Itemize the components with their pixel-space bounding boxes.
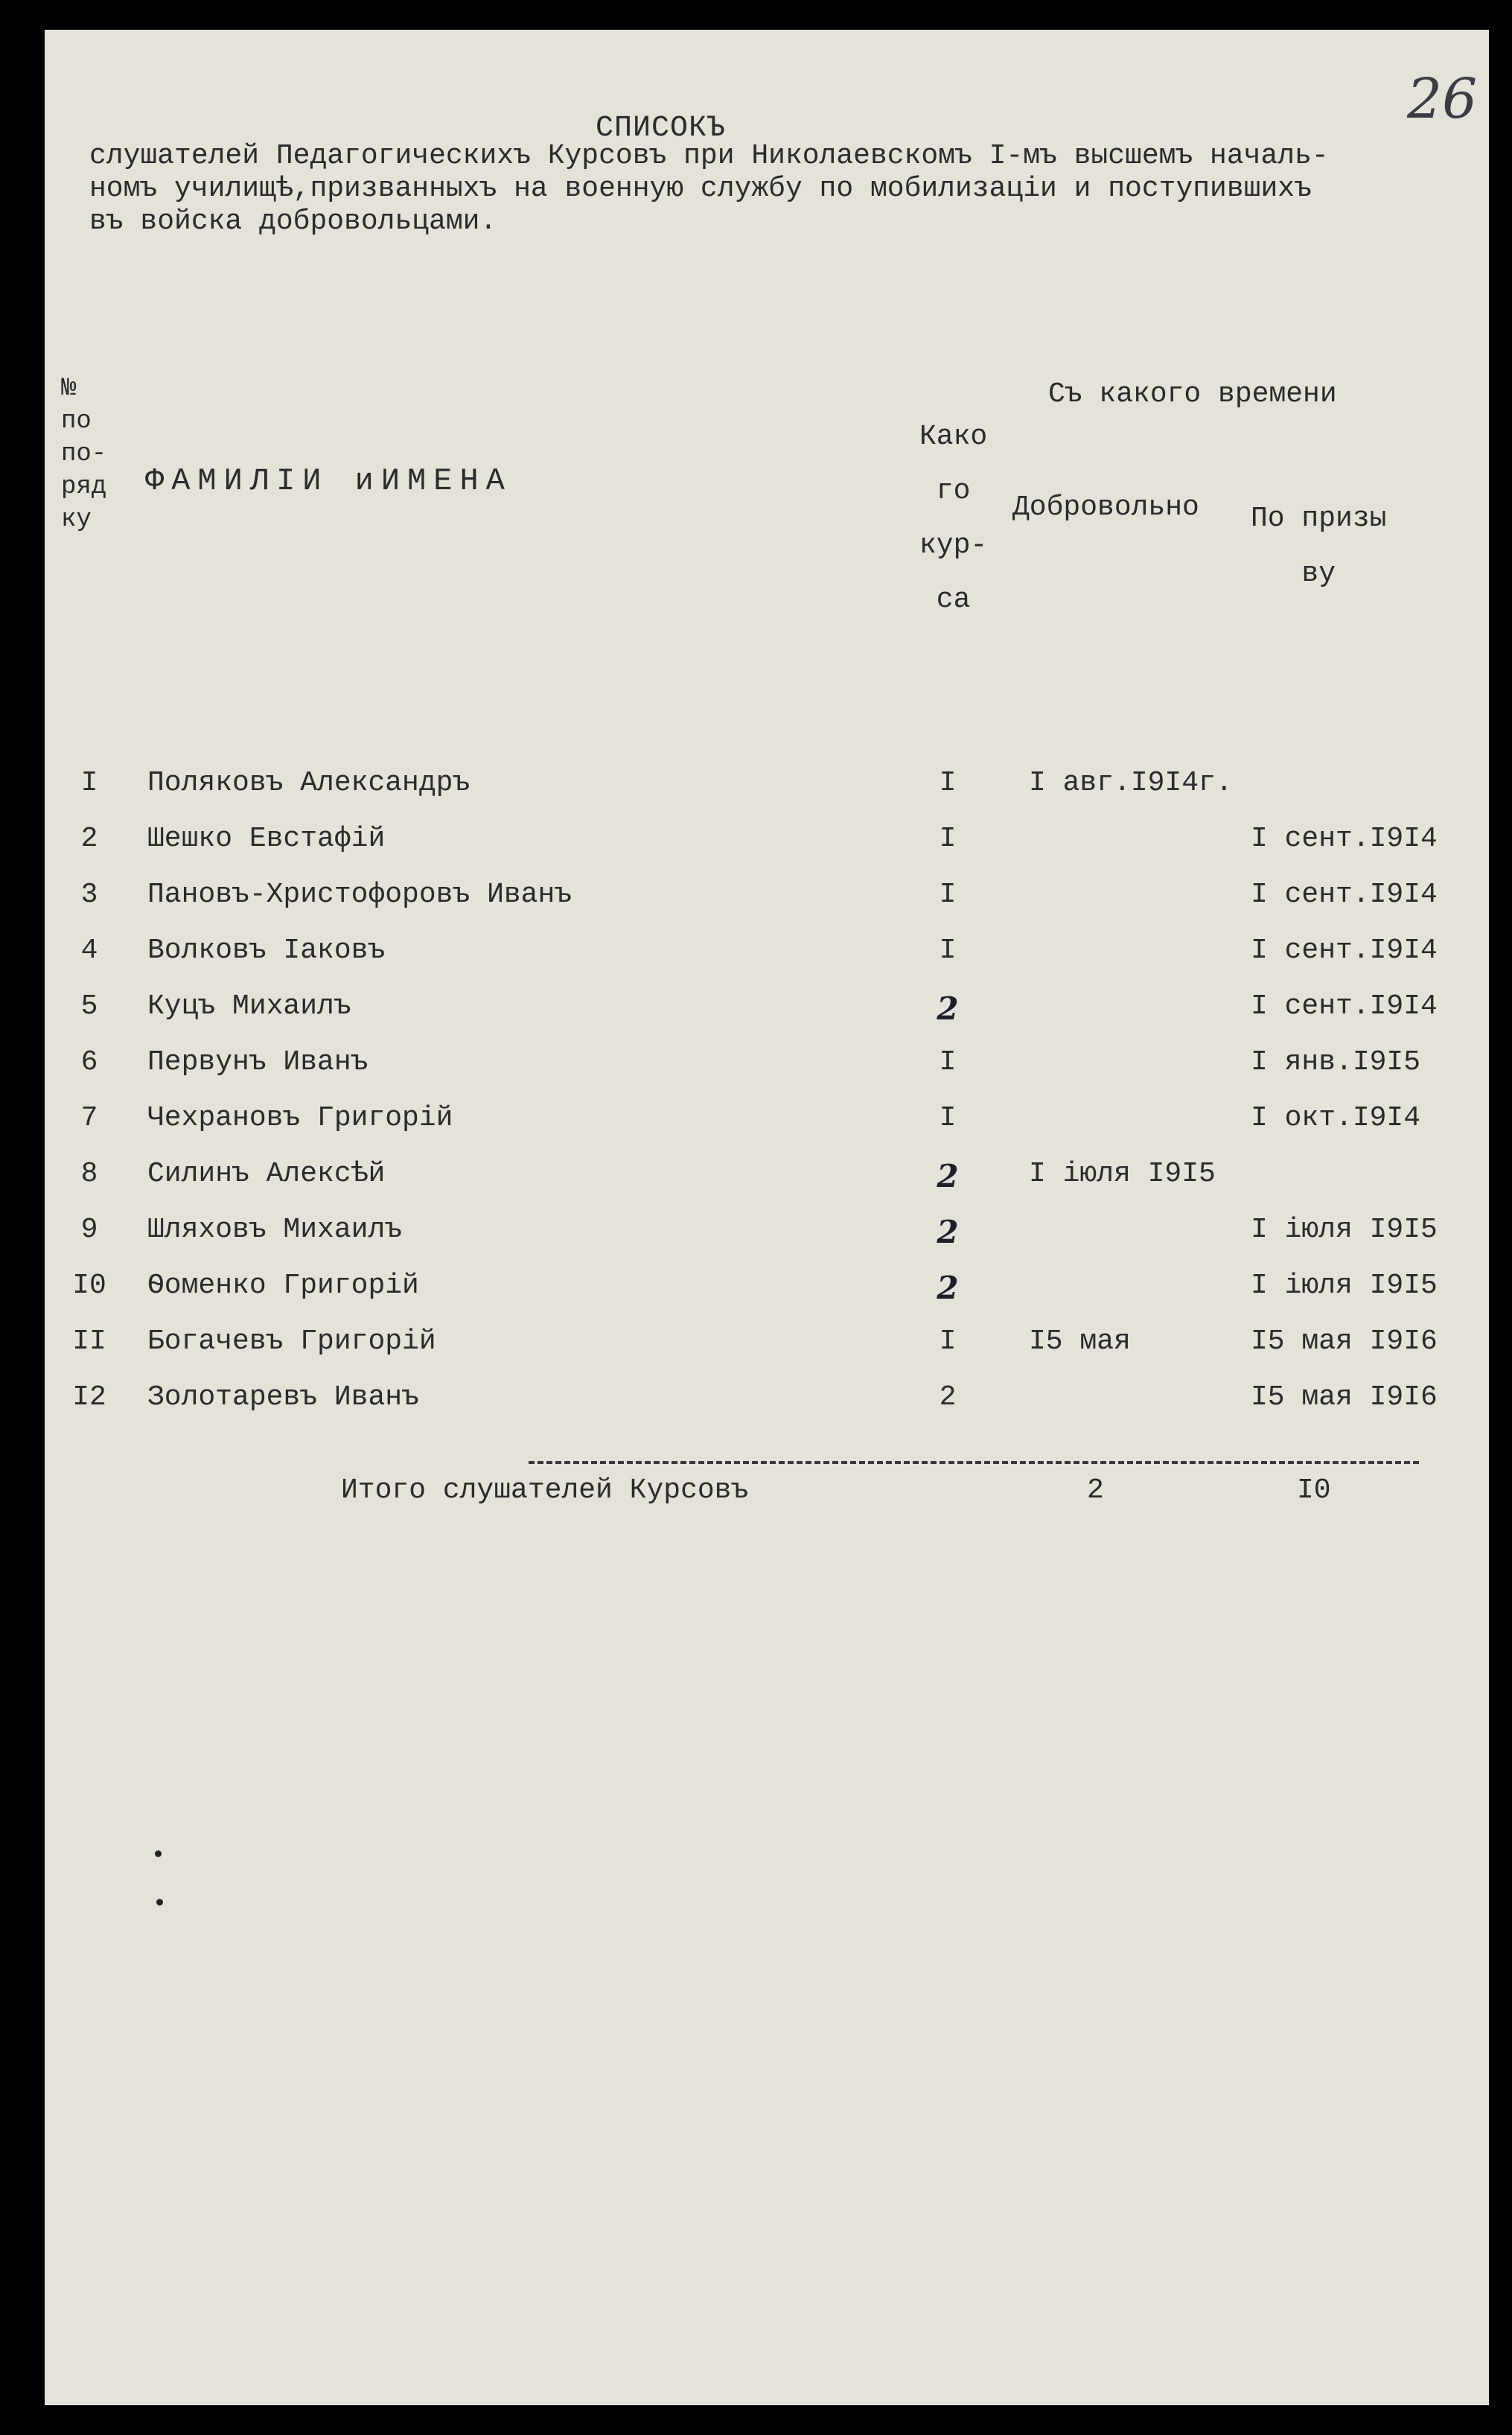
document-page bbox=[45, 30, 1489, 2405]
table-row bbox=[45, 823, 1489, 879]
row-course: 2 bbox=[937, 990, 959, 1027]
row-voluntary: I5 мая bbox=[1029, 1325, 1131, 1357]
row-name: Шешко Евстафiй bbox=[147, 823, 386, 855]
row-course: 2 bbox=[937, 1158, 959, 1194]
row-name: Шляховъ Михаилъ bbox=[147, 1214, 403, 1246]
row-course: I bbox=[939, 823, 957, 855]
header-course bbox=[919, 410, 987, 627]
row-course: 2 bbox=[937, 1270, 959, 1306]
header-draft bbox=[1251, 491, 1386, 602]
table-row bbox=[45, 1381, 1489, 1437]
table-row bbox=[45, 1214, 1489, 1270]
row-number: 7 bbox=[80, 1102, 98, 1134]
row-course: I bbox=[939, 935, 957, 967]
table-row bbox=[45, 1158, 1489, 1214]
row-number: 2 bbox=[80, 823, 98, 855]
row-number: 5 bbox=[80, 990, 98, 1022]
row-voluntary: I авг.I9I4г. bbox=[1029, 767, 1233, 799]
row-name: Волковъ Iаковъ bbox=[147, 935, 386, 967]
row-draft: I5 мая I9I6 bbox=[1251, 1381, 1438, 1413]
header-draft-line: ву bbox=[1301, 558, 1336, 590]
document-title: СПИСОКЪ bbox=[596, 112, 727, 145]
row-name: Пановъ-Христофоровъ Иванъ bbox=[147, 879, 572, 911]
ink-speck bbox=[156, 1899, 163, 1906]
row-draft: I сент.I9I4 bbox=[1251, 823, 1438, 855]
header-course-line: го bbox=[936, 475, 971, 507]
table-row bbox=[45, 1102, 1489, 1158]
row-number: 6 bbox=[80, 1046, 98, 1078]
row-name: Первунъ Иванъ bbox=[147, 1046, 369, 1078]
row-name: Куцъ Михаилъ bbox=[147, 990, 351, 1022]
table-row bbox=[45, 1046, 1489, 1102]
row-draft: I iюля I9I5 bbox=[1251, 1270, 1438, 1302]
row-name: Чехрановъ Григорiй bbox=[147, 1102, 453, 1134]
header-voluntary: Добровольно bbox=[1012, 491, 1199, 523]
header-number bbox=[61, 372, 106, 536]
row-number: II bbox=[72, 1325, 106, 1357]
row-number: 8 bbox=[80, 1158, 98, 1190]
header-course-line: Како bbox=[919, 421, 988, 453]
table-row bbox=[45, 767, 1489, 823]
row-draft: I окт.I9I4 bbox=[1251, 1102, 1421, 1134]
row-course: I bbox=[939, 1325, 957, 1357]
header-number-line: № bbox=[61, 375, 77, 403]
intro-line-1: слушателей Педагогическихъ Курсовъ при Николаевскомъ I-мъ высшемъ началь- bbox=[89, 140, 1329, 172]
header-since: Съ какого времени bbox=[1048, 378, 1337, 410]
row-name: Богачевъ Григорiй bbox=[147, 1325, 436, 1357]
intro-line-3: въ войска добровольцами. bbox=[89, 206, 497, 238]
header-number-line: ку bbox=[61, 506, 92, 534]
row-draft: I iюля I9I5 bbox=[1251, 1214, 1438, 1246]
header-number-line: по- bbox=[61, 440, 107, 468]
row-draft: I сент.I9I4 bbox=[1251, 935, 1438, 967]
ink-speck bbox=[155, 1850, 162, 1857]
intro-line-2: номъ училищѣ,призванныхъ на военную службу по мобилизацiи и поступившихъ bbox=[89, 173, 1312, 205]
totals-divider bbox=[529, 1461, 1419, 1464]
table-row bbox=[45, 1325, 1489, 1381]
row-name: Силинъ Алексѣй bbox=[147, 1158, 386, 1190]
row-draft: I янв.I9I5 bbox=[1251, 1046, 1421, 1078]
table-row bbox=[45, 935, 1489, 990]
row-name: Поляковъ Александръ bbox=[147, 767, 470, 799]
totals-voluntary: 2 bbox=[1087, 1474, 1104, 1506]
header-course-line: кур- bbox=[919, 529, 988, 561]
page-number: 26 bbox=[1407, 67, 1478, 131]
table-row bbox=[45, 1270, 1489, 1325]
row-course: I bbox=[939, 1102, 957, 1134]
table-body bbox=[45, 767, 1489, 1437]
row-number: I2 bbox=[72, 1381, 106, 1413]
row-draft: I5 мая I9I6 bbox=[1251, 1325, 1438, 1357]
row-number: I bbox=[80, 767, 98, 799]
row-number: I0 bbox=[72, 1270, 106, 1302]
header-number-line: ряд bbox=[61, 473, 107, 501]
table-row bbox=[45, 990, 1489, 1046]
row-draft: I сент.I9I4 bbox=[1251, 879, 1438, 911]
row-course: 2 bbox=[937, 1214, 959, 1250]
row-course: 2 bbox=[939, 1381, 957, 1413]
totals-label: Итого слушателей Курсовъ bbox=[341, 1474, 749, 1506]
header-number-line: по bbox=[61, 407, 92, 436]
row-draft: I сент.I9I4 bbox=[1251, 990, 1438, 1022]
header-name: ФАМИЛIИ иИМЕНА bbox=[145, 463, 512, 499]
header-course-line: са bbox=[936, 584, 971, 616]
header-draft-line: По призы bbox=[1251, 503, 1387, 535]
row-course: I bbox=[939, 767, 957, 799]
row-number: 9 bbox=[80, 1214, 98, 1246]
row-name: Золотаревъ Иванъ bbox=[147, 1381, 419, 1413]
row-voluntary: I iюля I9I5 bbox=[1029, 1158, 1216, 1190]
table-row bbox=[45, 879, 1489, 935]
row-number: 3 bbox=[80, 879, 98, 911]
row-number: 4 bbox=[80, 935, 98, 967]
totals-draft: I0 bbox=[1297, 1474, 1331, 1506]
row-course: I bbox=[939, 1046, 957, 1078]
row-course: I bbox=[939, 879, 957, 911]
row-name: Ѳоменко Григорiй bbox=[147, 1270, 419, 1302]
